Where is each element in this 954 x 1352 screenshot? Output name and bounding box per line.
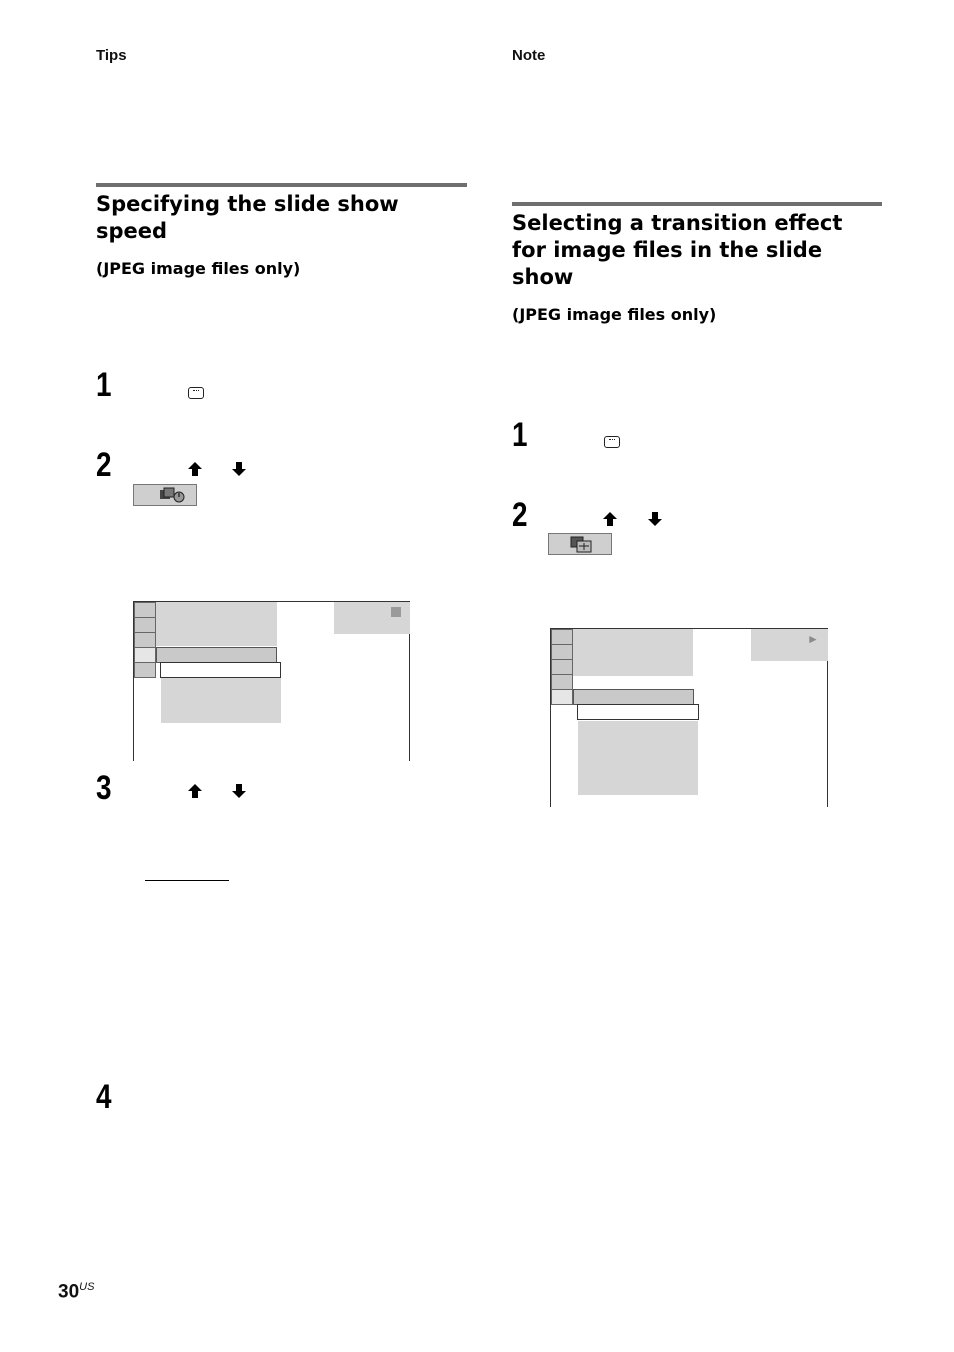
menu-selected-bar	[156, 647, 277, 663]
arrow-up-icon	[188, 462, 202, 469]
menu-tab	[134, 617, 156, 633]
tips-label: Tips	[96, 47, 127, 64]
arrow-down-icon	[648, 519, 662, 526]
play-icon: ►	[807, 632, 819, 646]
menu-tab	[134, 662, 156, 678]
display-icon	[188, 387, 204, 399]
slide-speed-glyph-icon	[134, 485, 196, 505]
menu-items-block	[573, 629, 693, 676]
menu-tab-selected	[551, 689, 573, 705]
menu-options-block	[161, 678, 281, 723]
menu-tab	[134, 602, 156, 618]
section-rule-left	[96, 183, 467, 187]
transition-effect-menu-screen	[550, 628, 828, 807]
left-step-2-number: 2	[96, 446, 112, 484]
menu-options-block	[578, 721, 698, 795]
default-setting-underline	[145, 880, 229, 881]
left-heading-line2: speed	[96, 219, 168, 243]
display-icon	[604, 436, 620, 448]
page-number-value: 30	[58, 1281, 80, 1303]
right-heading-line3: show	[512, 265, 574, 289]
slide-speed-menu-icon	[133, 484, 197, 506]
arrow-up-icon	[603, 512, 617, 519]
left-step-3-number: 3	[96, 769, 112, 807]
arrow-up-icon	[188, 784, 202, 791]
right-step-2-number: 2	[512, 496, 528, 534]
menu-option-highlight	[577, 704, 699, 720]
right-section-heading	[512, 210, 842, 291]
page-number	[58, 1281, 94, 1303]
left-step-1-number: 1	[96, 366, 112, 404]
menu-tab	[551, 644, 573, 660]
stop-icon	[391, 607, 401, 617]
right-heading-line2: for image files in the slide	[512, 238, 823, 262]
menu-tab	[551, 674, 573, 690]
right-heading-line1: Selecting a transition effect	[512, 211, 843, 235]
slide-speed-menu-screen	[133, 601, 410, 761]
menu-selected-bar	[573, 689, 694, 705]
menu-tab	[134, 632, 156, 648]
menu-items-block	[156, 602, 277, 646]
arrow-down-icon	[232, 469, 246, 476]
left-heading-line1: Specifying the slide show	[96, 192, 399, 216]
left-section-heading	[96, 191, 399, 245]
note-label: Note	[512, 47, 546, 64]
right-step-1-number: 1	[512, 416, 528, 454]
left-step-4-number: 4	[96, 1078, 112, 1116]
transition-effect-menu-icon	[548, 533, 612, 555]
menu-tab	[551, 659, 573, 675]
menu-tab-selected	[134, 647, 156, 663]
left-subheading: (JPEG image files only)	[96, 259, 301, 278]
transition-effect-glyph-icon	[549, 534, 611, 554]
right-subheading: (JPEG image files only)	[512, 305, 717, 324]
section-rule-right	[512, 202, 882, 206]
menu-option-highlight	[160, 662, 281, 678]
menu-tab	[551, 629, 573, 645]
arrow-down-icon	[232, 791, 246, 798]
page-number-suffix: US	[79, 1281, 95, 1293]
